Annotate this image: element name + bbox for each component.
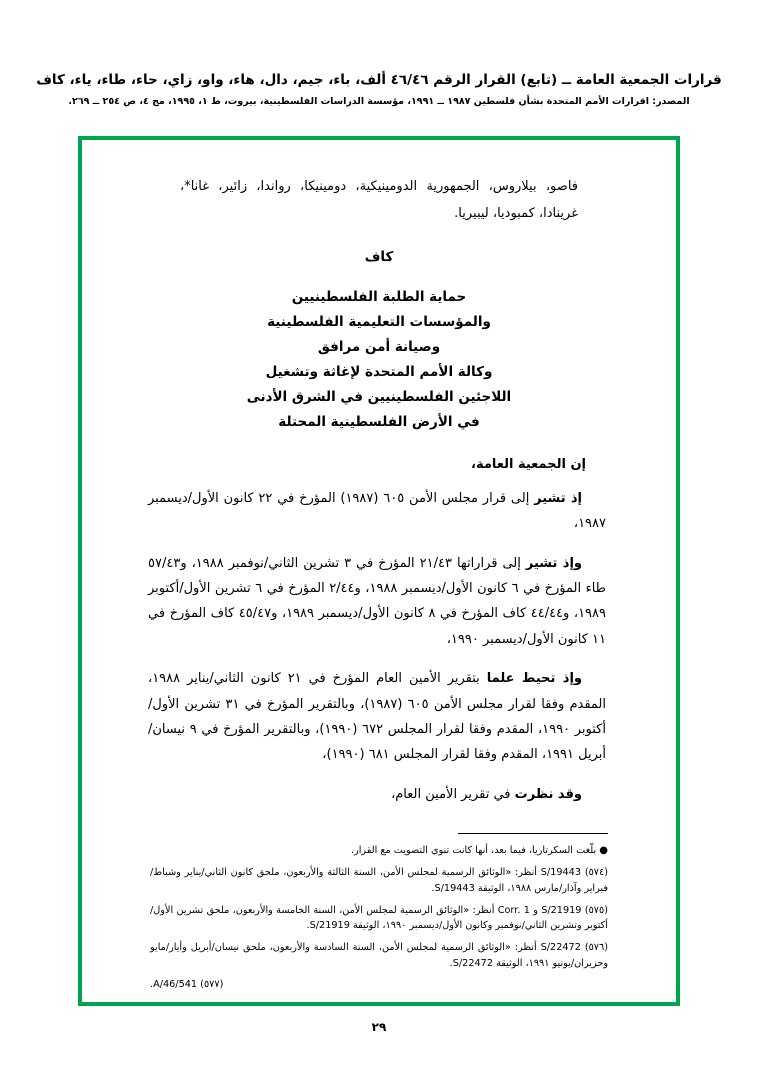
footnote-text: S/21919 و Corr. 1 أنظر: «الوثائق الرسمية لمجلس الأمن، السنة الخامسة والأربعون، ملحق تشرين الأول/أكتوبر وتشرين الثاني/نوفمبر وكانون الأول/ديسمبر ١٩٩٠، الوثيقة S/21919. <box>150 904 608 932</box>
footnote-separator <box>458 833 608 834</box>
resolution-title <box>146 285 612 435</box>
title-line-5: اللاجئين الفلسطينيين في الشرق الأدنى <box>246 389 512 406</box>
title-line-1: حماية الطلبة الفلسطينيين <box>291 289 467 306</box>
footnote-text: S/19443 أنظر: «الوثائق الرسمية لمجلس الأمن، السنة الثالثة والأربعون، ملحق كانون الثاني/يناير وشباط/فبراير وآذار/مارس ١٩٨٨، الوثيقة S/19443. <box>150 867 608 894</box>
footnote-text: S/22472 أنظر: «الوثائق الرسمية لمجلس الأمن، السنة السادسة والأربعون، ملحق نيسان/أبريل وأيار/مايو وحزيران/يونيو ١٩٩١، الوثيقة S/22472. <box>150 941 608 969</box>
footnote-list <box>146 843 612 993</box>
title-line-3: وصيانة أمن مرافق <box>317 339 441 356</box>
green-border-frame <box>78 136 680 1006</box>
page-header <box>0 70 758 107</box>
footnote-item <box>150 865 608 896</box>
footnote-marker: (٥٧٧) <box>200 979 224 991</box>
footnote-text: A/46/541. <box>150 979 198 991</box>
preamble-paragraph-4: وقد نظرت في تقرير الأمين العام، <box>391 786 582 802</box>
footnote-marker: ● <box>599 844 608 856</box>
header-source: المصدر: اقرارات الأمم المتحدة بشأن فلسطين ١٩٨٧ ــ ١٩٩١، مؤسسة الدراسات الفلسطينية، بيروت، ط ١، ١٩٩٥، مج ٤، ص ٢٥٤ ــ ٢٦٩. <box>68 96 690 108</box>
footnote-marker: (٥٧٤) <box>584 867 608 879</box>
title-line-2: والمؤسسات التعليمية الفلسطينية <box>267 314 491 331</box>
footnote-item <box>150 940 608 971</box>
country-list: فاصو، بيلاروس، الجمهورية الدومينيكية، دومينيكا، رواندا، زائير، غانا*، غرينادا، كمبوديا، ليبيريا. <box>180 179 578 221</box>
preamble-paragraph-1: إذ تشير إلى قرار مجلس الأمن ٦٠٥ (١٩٨٧) المؤرخ في ٢٢ كانون الأول/ديسمبر ١٩٨٧، <box>148 491 606 532</box>
header-title: قرارات الجمعية العامة ــ (تابع) القرار الرقم ٤٦/٤٦ ألف، باء، جيم، دال، هاء، واو، زاي، حاء، طاء، ياء، كاف <box>36 72 722 88</box>
preamble-paragraph-2: وإذ تشير إلى قراراتها ٢١/٤٣ المؤرخ في ٣ تشرين الثاني/نوفمبر ١٩٨٨، و٥٧/٤٣ طاء المؤرخ في ٦ كانون الأول/ديسمبر ١٩٨٨، و٢/٤٤ المؤرخ في ٦ تشرين الأول/أكتوبر ١٩٨٩، و٤٤/٤٤ كاف المؤرخ في ٨ كانون الأول/ديسمبر ١٩٨٩، و٤٥/٤٧ كاف المؤرخ في ١١ كانون الأول/ديسمبر ١٩٩٠، <box>148 555 607 647</box>
footnote-item <box>150 903 608 934</box>
preamble-paragraph-3: وإذ تحيط علما بتقرير الأمين العام المؤرخ في ٢١ كانون الثاني/يناير ١٩٨٨، المقدم وفقا لقرار مجلس الأمن ٦٠٥ (١٩٨٧)، وبالتقرير المؤرخ في ٣١ تشرين الأول/أكتوبر ١٩٩٠، المقدم وفقا لقرار المجلس ٦٧٢ (١٩٩٠)، وبالتقرير المؤرخ في ٩ نيسان/أبريل ١٩٩١، المقدم وفقا لقرار المجلس ٦٨١ (١٩٩٠)، <box>148 671 606 763</box>
lead-clause: إن الجمعية العامة، <box>471 457 586 473</box>
page-number: ٢٩ <box>371 1020 387 1034</box>
section-letter: كاف <box>364 249 394 266</box>
footnote-text: بلّغت السكرتاريا، فيما بعد، أنها كانت تنوي التصويت مع القرار. <box>350 844 597 856</box>
footnote-item <box>150 843 608 859</box>
frame-content <box>82 140 676 1002</box>
title-line-6: في الأرض الفلسطينية المحتلة <box>278 414 480 431</box>
footnote-marker: (٥٧٥) <box>584 904 608 916</box>
title-line-4: وكالة الأمم المتحدة لإغاثة وتشغيل <box>265 364 493 381</box>
footnote-marker: (٥٧٦) <box>584 941 608 953</box>
footnote-item <box>150 977 608 993</box>
